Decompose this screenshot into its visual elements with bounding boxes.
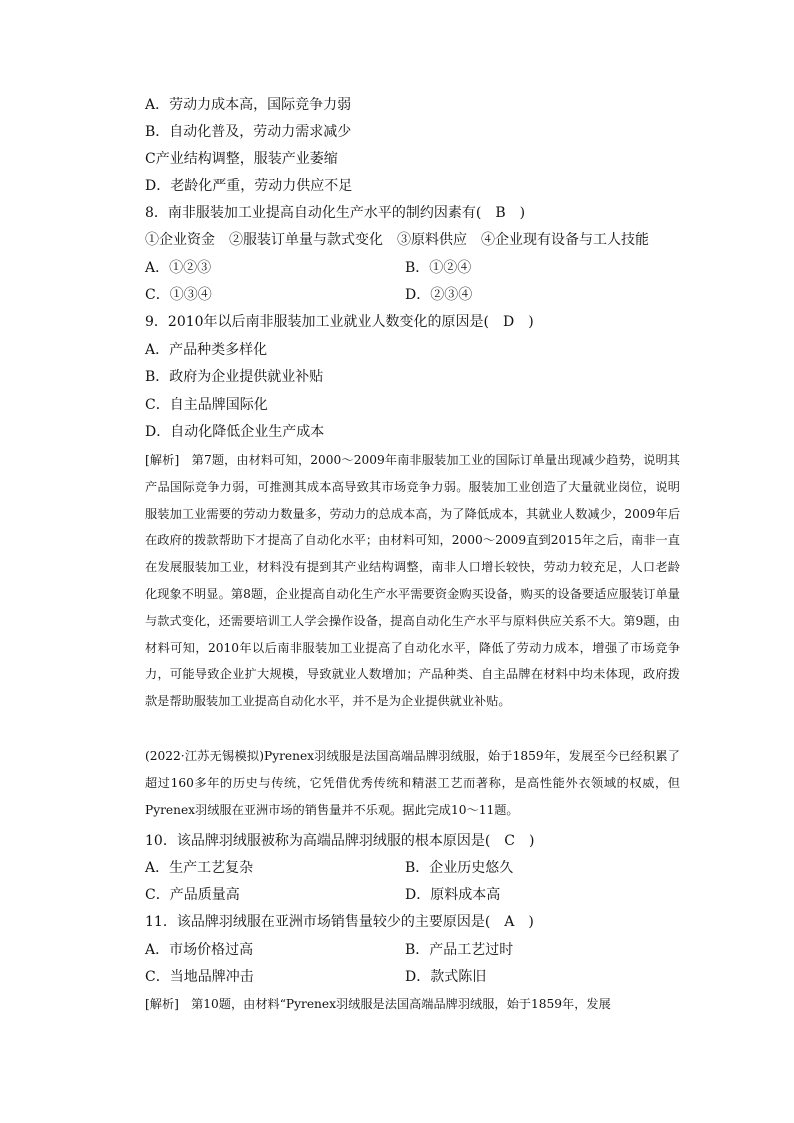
analysis-paragraph: [解析] 第7题，由材料可知，2000～2009年南非服装加工业的国际订单量出现减少趋势，说明其产品国际竞争力弱，可推测其成本高导致其市场竞争力弱。服装加工业创造了大量就业岗位，说明服装加工业需要的劳动力数量多，劳动力的总成本高，为了降低成本，其就业人数减少，2009年后在政府的拨款帮助下才提高了自动化水平；由材料可知，2000～2009直到2015年之后，南非一直在发展服装加工业，材料没有提到其产业结构调整，南非人口增长较快，劳动力较充足，人口老龄化现象不明显。第8题，企业提高自动化生产水平需要资金购买设备，购买的设备要适应服装订单量与款式变化，还需要培训工人学会操作设备，提高自动化生产水平与原料供应关系不大。第9题，由材料可知，2010年以后南非服装加工业提高了自动化水平，降低了劳动力成本，增强了市场竞争力，可能导致企业扩大规模，导致就业人数增加；产品种类、自主品牌在材料中均未体现，政府拨款是帮助服装加工业提高自动化水平，并不是为企业提供就业补贴。 xyxy=(145,453,680,709)
q9-stem: 9．2010年以后南非服装加工业就业人数变化的原因是( D ) xyxy=(145,314,534,330)
q10-option-b: B．企业历史悠久 xyxy=(405,860,514,876)
q11-stem: 11．该品牌羽绒服在亚洲市场销售量较少的主要原因是( A ) xyxy=(145,914,534,930)
q10-option-c: C．产品质量高 xyxy=(145,887,240,903)
analysis-paragraph-2: [解析] 第10题，由材料“Pyrenex羽绒服是法国高端品牌羽绒服，始于1859年，发展 xyxy=(145,997,611,1011)
q11-option-a: A．市场价格过高 xyxy=(145,942,254,958)
q10-option-d: D．原料成本高 xyxy=(405,887,501,903)
q8-option-d: D．②③④ xyxy=(405,287,473,303)
q7-option-a: A．劳动力成本高，国际竞争力弱 xyxy=(145,97,352,113)
q9-option-a: A．产品种类多样化 xyxy=(145,342,268,358)
q8-option-a: A．①②③ xyxy=(145,260,212,276)
q7-option-b: B．自动化普及，劳动力需求减少 xyxy=(145,124,352,140)
material-paragraph: (2022·江苏无锡模拟)Pyrenex羽绒服是法国高端品牌羽绒服，始于1859年，发展至今已经积累了超过160多年的历史与传统，它凭借优秀传统和精湛工艺而著称，是高性能外衣领域的权威，但Pyrenex羽绒服在亚洲市场的销售量并不乐观。据此完成10～11题。 xyxy=(145,749,680,817)
q11-option-b: B．产品工艺过时 xyxy=(405,942,514,958)
q7-option-d: D．老龄化严重，劳动力供应不足 xyxy=(145,178,353,194)
q11-option-d: D．款式陈旧 xyxy=(405,969,487,985)
q8-items: ①企业资金 ②服装订单量与款式变化 ③原料供应 ④企业现有设备与工人技能 xyxy=(145,232,649,248)
q8-option-c: C．①③④ xyxy=(145,287,212,303)
q10-stem: 10．该品牌羽绒服被称为高端品牌羽绒服的根本原因是( C ) xyxy=(145,833,535,849)
q8-option-b: B．①②④ xyxy=(405,260,472,276)
q10-option-a: A．生产工艺复杂 xyxy=(145,860,254,876)
q8-stem: 8．南非服装加工业提高自动化生产水平的制约因素有( B ) xyxy=(145,205,526,221)
q9-option-d: D．自动化降低企业生产成本 xyxy=(145,424,325,440)
q9-option-c: C．自主品牌国际化 xyxy=(145,397,268,413)
q11-option-c: C．当地品牌冲击 xyxy=(145,969,254,985)
q9-option-b: B．政府为企业提供就业补贴 xyxy=(145,369,324,385)
q7-option-c: C产业结构调整，服装产业萎缩 xyxy=(145,151,338,167)
